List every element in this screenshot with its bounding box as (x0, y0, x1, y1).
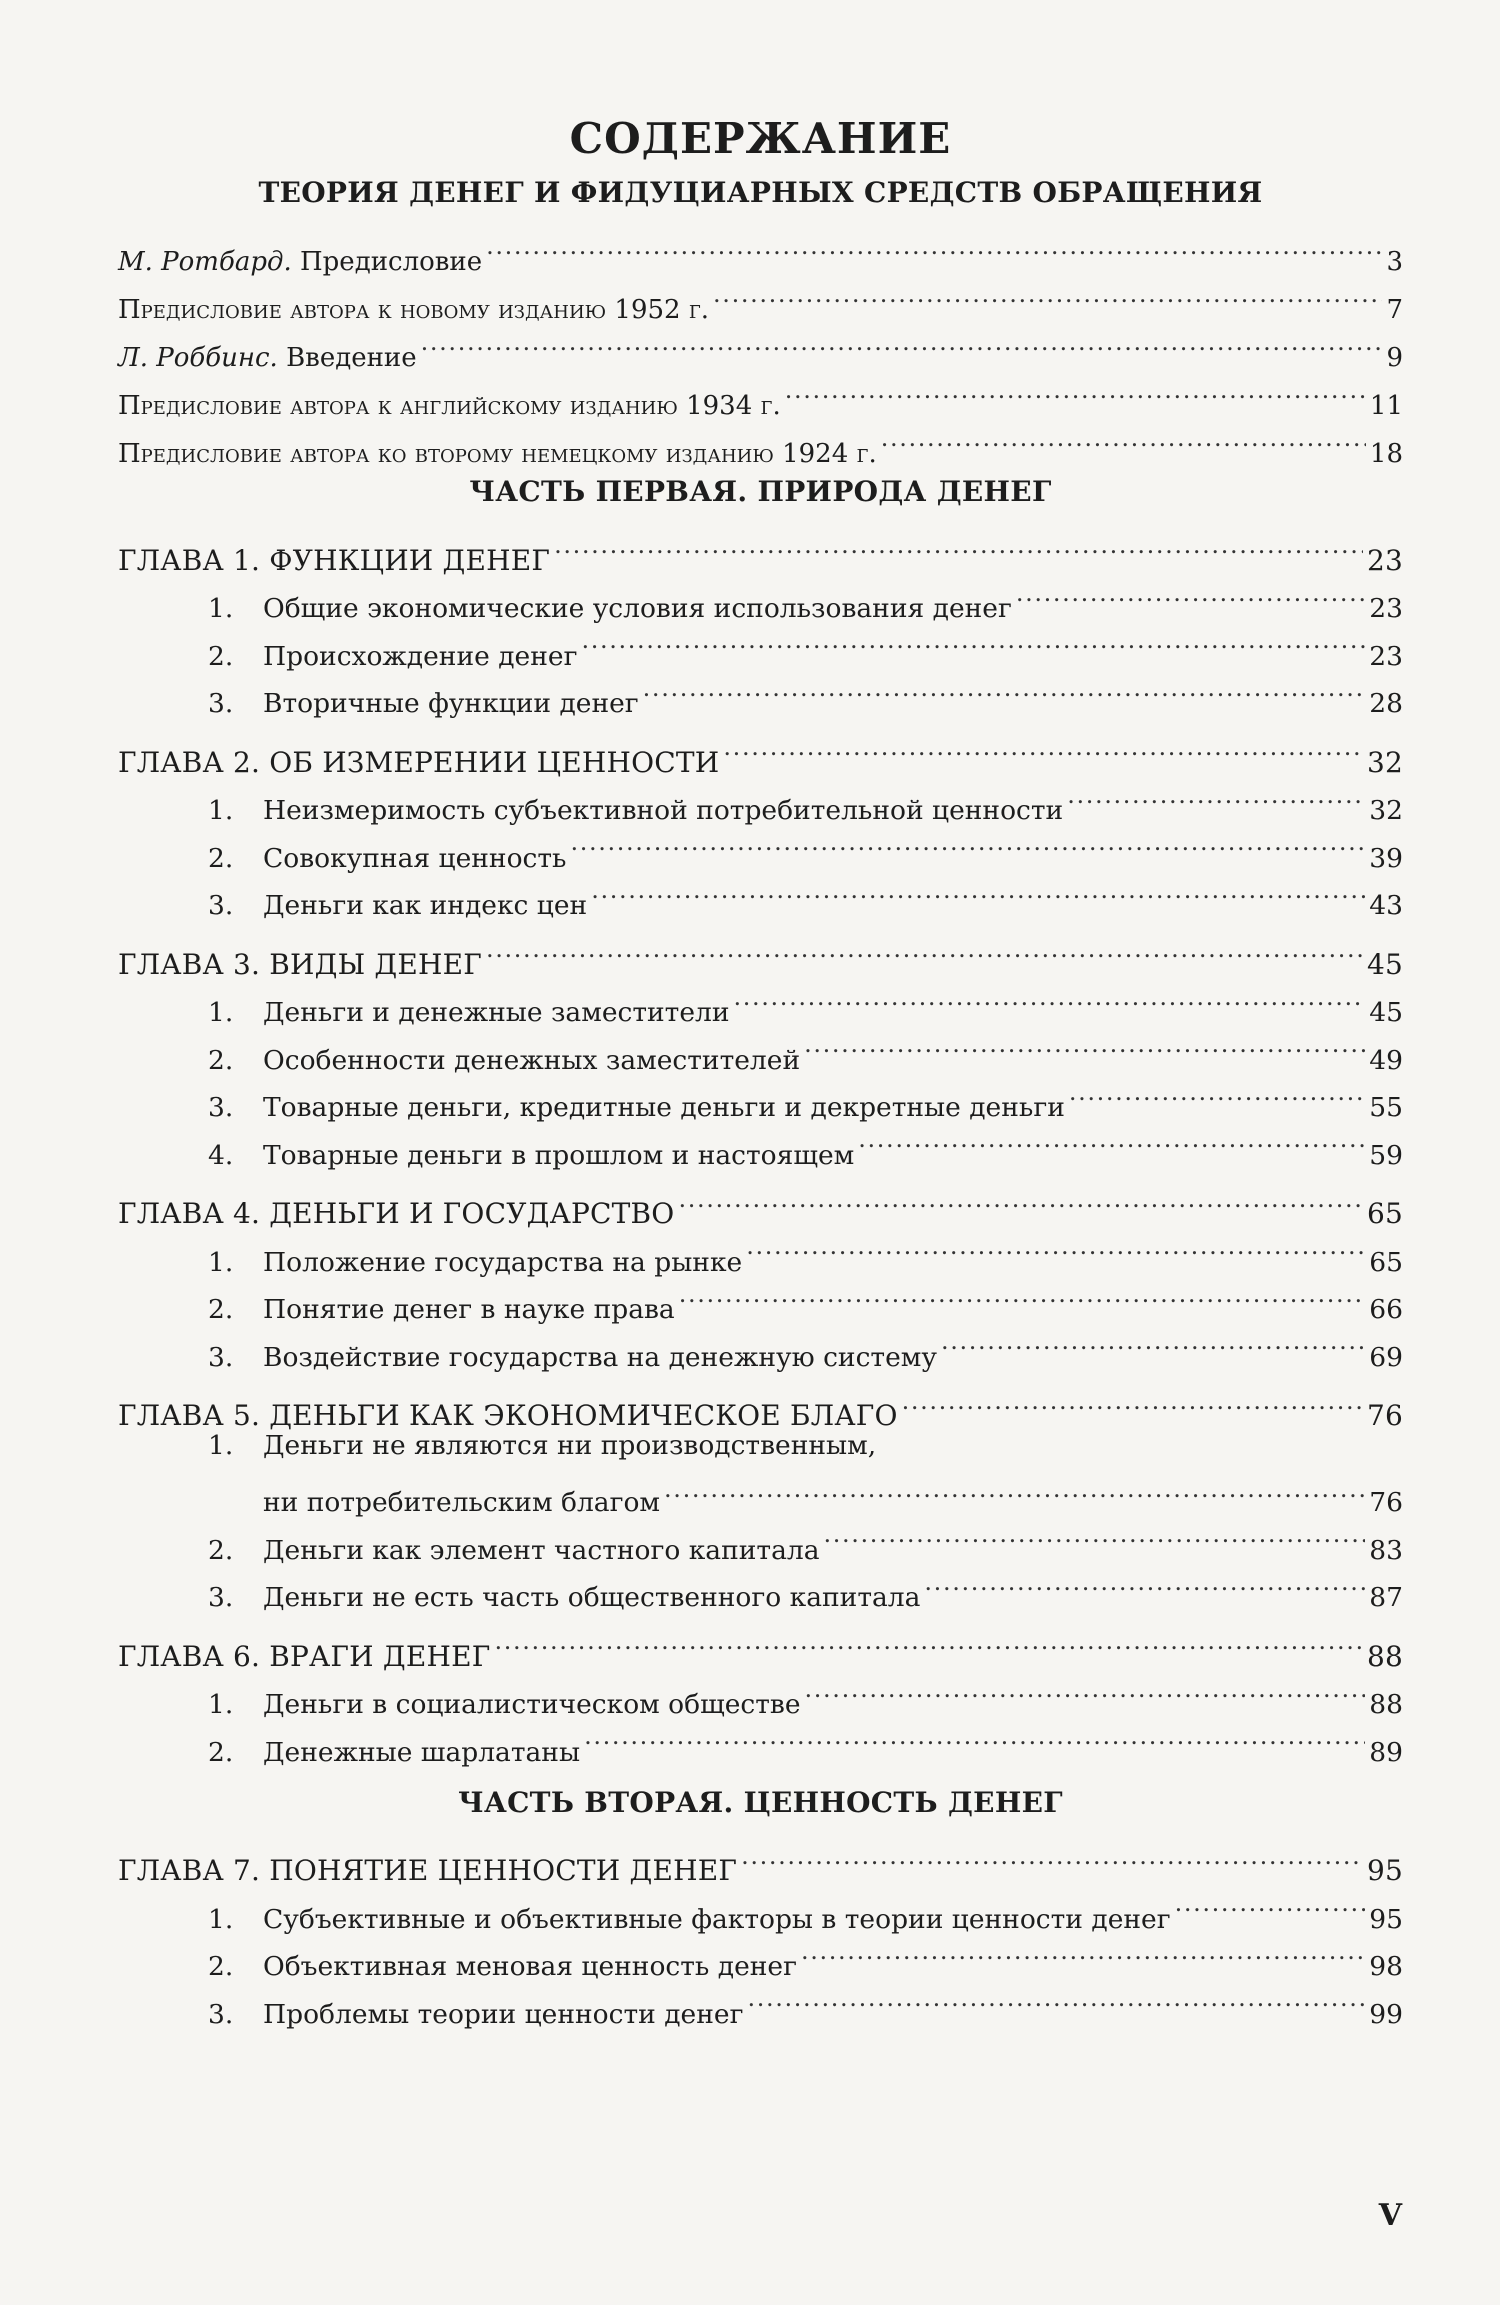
section-label: Деньги в социалистическом обществе (263, 1689, 801, 1720)
section-page: 87 (1369, 1582, 1403, 1613)
part-heading: ЧАСТЬ ПЕРВАЯ. ПРИРОДА ДЕНЕГ (469, 475, 1052, 508)
section-page: 23 (1369, 593, 1403, 624)
dot-leader (881, 414, 1366, 462)
entry-author: Л. Роббинс. (118, 343, 278, 373)
dot-leader (581, 617, 1365, 665)
section-label: Объективная меновая ценность денег (263, 1951, 797, 1982)
toc-chapter-6[interactable] (118, 1618, 1403, 1673)
chapter-page: 88 (1366, 1639, 1403, 1673)
section-label: Деньги не есть часть общественного капитала (263, 1582, 921, 1613)
entry-label: Предисловие автора к новому изданию 1952 г. (118, 295, 710, 325)
section-number: 1. (208, 1903, 234, 1935)
section-page: 89 (1369, 1736, 1403, 1768)
dot-leader (1067, 772, 1365, 820)
section-page: 98 (1369, 1951, 1403, 1982)
dot-leader (554, 522, 1363, 570)
section-page: 49 (1369, 1044, 1403, 1076)
dot-leader (824, 1511, 1366, 1559)
dot-leader (902, 1378, 1363, 1426)
dot-leader (1175, 1880, 1366, 1928)
section-label: Товарные деньги, кредитные деньги и декретные деньги (263, 1092, 1065, 1123)
section-label: Неизмеримость субъективной потребительной ценности (263, 795, 1064, 826)
entry-page: 18 (1369, 439, 1403, 469)
section-page: 66 (1369, 1294, 1403, 1325)
section-label: Субъективные и объективные факторы в теории ценности денег (263, 1903, 1171, 1935)
section-number: 2. (208, 1044, 234, 1076)
section-page: 45 (1369, 997, 1403, 1028)
part-heading: ЧАСТЬ ВТОРАЯ. ЦЕННОСТЬ ДЕНЕГ (458, 1785, 1063, 1819)
dot-leader (924, 1559, 1365, 1607)
dot-leader (858, 1116, 1365, 1164)
section-label: Воздействие государства на денежную систему (263, 1341, 937, 1373)
section-label: Особенности денежных заместителей (263, 1044, 801, 1076)
section-number: 1. (208, 1689, 234, 1720)
section-number: 3. (208, 1582, 234, 1613)
section-page: 65 (1369, 1246, 1403, 1278)
section-page: 88 (1369, 1689, 1403, 1720)
entry-page: 11 (1369, 391, 1403, 421)
section-page: 59 (1369, 1139, 1403, 1171)
section-page: 83 (1369, 1534, 1403, 1566)
dot-leader (785, 366, 1366, 414)
section-number: 2. (208, 640, 234, 672)
section-number: 3. (208, 1998, 234, 2030)
section-label: Товарные деньги в прошлом и настоящем (263, 1139, 855, 1171)
dot-leader (805, 1666, 1366, 1714)
section-number: 1. (208, 997, 234, 1028)
section-number: 3. (208, 890, 234, 921)
section-number: 2. (208, 1951, 234, 1982)
toc-chapter-7[interactable] (118, 1833, 1403, 1887)
dot-leader (643, 665, 1366, 713)
entry-label: Введение (286, 343, 417, 373)
dot-leader (804, 1021, 1365, 1069)
section-label: Понятие денег в науке права (263, 1294, 675, 1325)
toc-entry-front-1[interactable] (118, 222, 1403, 277)
chapter-page: 65 (1366, 1197, 1403, 1230)
section-page: 99 (1369, 1998, 1403, 2030)
section-number: 2. (208, 1534, 234, 1566)
section-number: 1. (208, 795, 234, 826)
section-label: Деньги и денежные заместители (263, 997, 730, 1028)
dot-leader (734, 974, 1366, 1022)
section-number: 3. (208, 688, 234, 719)
chapter-page: 76 (1366, 1399, 1403, 1432)
chapter-page: 23 (1366, 543, 1403, 577)
chapter-title: ГЛАВА 6. ВРАГИ ДЕНЕГ (118, 1639, 491, 1673)
section-label: Вторичные функции денег (263, 688, 639, 719)
dot-leader (664, 1467, 1365, 1511)
section-page: 39 (1369, 842, 1403, 874)
entry-label: Предисловие автора ко второму немецкому изданию 1924 г. (118, 439, 877, 469)
chapter-page: 45 (1366, 947, 1403, 981)
dot-leader (1069, 1069, 1365, 1117)
chapter-title: ГЛАВА 2. ОБ ИЗМЕРЕНИИ ЦЕННОСТИ (118, 745, 720, 779)
toc-chapter-4[interactable] (118, 1176, 1403, 1230)
dot-leader (494, 1618, 1362, 1666)
toc-chapter-5[interactable] (118, 1378, 1403, 1432)
dot-leader (1016, 570, 1365, 618)
chapter-title: ГЛАВА 1. ФУНКЦИИ ДЕНЕГ (118, 543, 551, 577)
dot-leader (421, 318, 1383, 366)
toc-chapter-2[interactable] (118, 724, 1403, 779)
toc-section[interactable] (118, 1425, 1403, 1467)
dot-leader (747, 1975, 1365, 2023)
table-of-contents (118, 110, 1403, 2030)
dot-leader (713, 270, 1382, 318)
chapter-title: ГЛАВА 7. ПОНЯТИЕ ЦЕННОСТИ ДЕНЕГ (118, 1854, 738, 1887)
chapter-title: ГЛАВА 4. ДЕНЬГИ И ГОСУДАРСТВО (118, 1197, 675, 1230)
entry-label: Предисловие автора к английскому изданию 1934 г. (118, 391, 781, 421)
entry-page: 3 (1386, 247, 1403, 277)
section-number: 2. (208, 842, 234, 874)
chapter-page: 95 (1366, 1854, 1403, 1887)
dot-leader (746, 1223, 1365, 1271)
toc-chapter-1[interactable] (118, 522, 1403, 577)
section-number: 3. (208, 1341, 234, 1373)
page-title: СОДЕРЖАНИЕ (569, 114, 952, 163)
section-number: 1. (208, 593, 234, 624)
section-number: 2. (208, 1294, 234, 1325)
entry-author: М. Ротбард. (118, 247, 292, 277)
section-number: 1. (208, 1246, 234, 1278)
section-page: 23 (1369, 640, 1403, 672)
entry-label: Предисловие (299, 247, 483, 277)
section-page: 76 (1369, 1487, 1403, 1518)
book-subtitle: ТЕОРИЯ ДЕНЕГ И ФИДУЦИАРНЫХ СРЕДСТВ ОБРАЩЕНИЯ (258, 176, 1263, 209)
section-number: 2. (208, 1736, 234, 1768)
page-folio: V (1378, 2198, 1402, 2233)
toc-chapter-3[interactable] (118, 926, 1403, 981)
section-label: Общие экономические условия использования денег (263, 593, 1012, 624)
chapter-title: ГЛАВА 3. ВИДЫ ДЕНЕГ (118, 947, 483, 981)
section-label: ни потребительским благом (263, 1487, 661, 1518)
dot-leader (584, 1713, 1365, 1761)
entry-page: 7 (1386, 295, 1403, 325)
dot-leader (570, 819, 1365, 867)
dot-leader (741, 1833, 1363, 1881)
toc-section-continued[interactable] (118, 1467, 1403, 1518)
section-label-line1: Деньги не являются ни производственным, (263, 1430, 877, 1461)
dot-leader (486, 222, 1382, 270)
section-label: Положение государства на рынке (263, 1246, 743, 1278)
dot-leader (486, 926, 1363, 974)
dot-leader (679, 1271, 1366, 1319)
section-label: Деньги как индекс цен (263, 890, 588, 921)
section-page: 69 (1369, 1341, 1403, 1373)
section-label: Совокупная ценность (263, 842, 567, 874)
dot-leader (941, 1318, 1365, 1366)
entry-page: 9 (1386, 343, 1403, 373)
section-page: 55 (1369, 1092, 1403, 1123)
dot-leader (591, 867, 1365, 915)
section-label: Проблемы теории ценности денег (263, 1998, 744, 2030)
section-page: 32 (1369, 795, 1403, 826)
section-number: 4. (208, 1139, 234, 1171)
dot-leader (678, 1176, 1363, 1224)
chapter-title: ГЛАВА 5. ДЕНЬГИ КАК ЭКОНОМИЧЕСКОЕ БЛАГО (118, 1399, 898, 1432)
section-page: 95 (1369, 1903, 1403, 1935)
dot-leader (723, 724, 1363, 772)
section-label: Деньги как элемент частного капитала (263, 1534, 820, 1566)
chapter-page: 32 (1366, 745, 1403, 779)
dot-leader (801, 1928, 1365, 1976)
section-page: 28 (1369, 688, 1403, 719)
section-label: Денежные шарлатаны (263, 1736, 581, 1768)
section-number: 1. (208, 1430, 234, 1461)
section-page: 43 (1369, 890, 1403, 921)
section-label: Происхождение денег (263, 640, 578, 672)
section-number: 3. (208, 1092, 234, 1123)
